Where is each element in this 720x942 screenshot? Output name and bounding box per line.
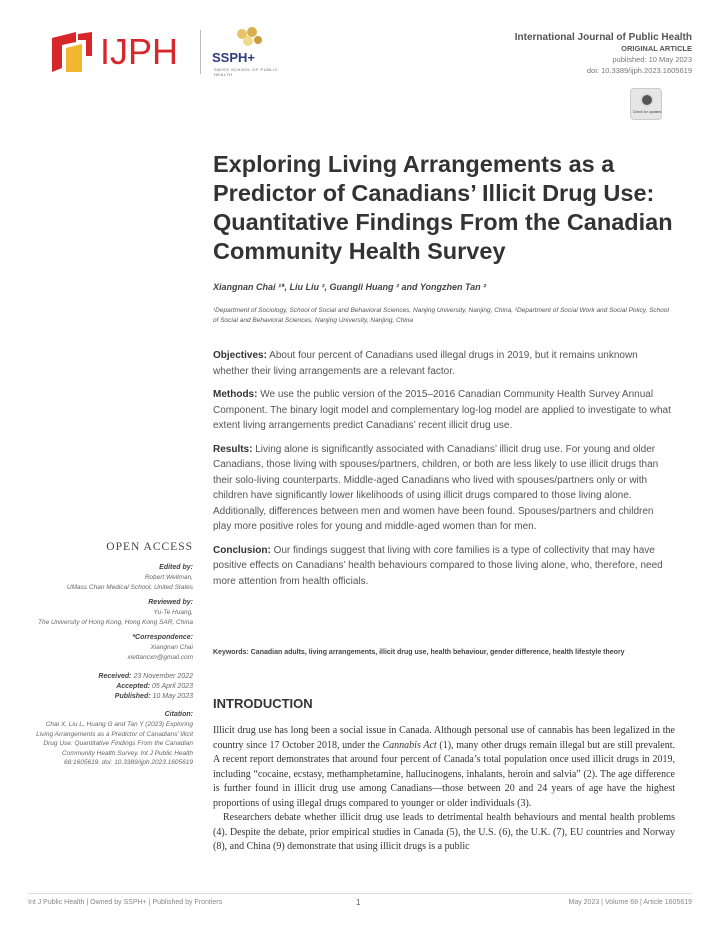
reviewer-name: Yu-Te Huang, bbox=[153, 609, 193, 616]
methods-text: We use the public version of the 2015–2016 Canadian Community Health Survey Annual Component. The binary logit model and complementary log-log model are applied to investigate to what extent living arrangements predict Canadians’ recent illicit drug use. bbox=[213, 389, 671, 431]
affiliations: ¹Department of Sociology, School of Social and Behavioral Sciences, Nanjing University, Nanjing, China, ²Department of Social Work and Social Policy, School of Social and Behavioral Sciences, Nanjing University, Nanjing, China bbox=[213, 307, 669, 324]
footer-article-info: May 2023 | Volume 68 | Article 1605619 bbox=[568, 899, 692, 906]
ijph-logo bbox=[52, 28, 192, 74]
reviewed-by bbox=[33, 598, 193, 627]
journal-info bbox=[515, 32, 692, 76]
published-date: published: 10 May 2023 bbox=[612, 55, 692, 64]
logo-divider bbox=[200, 30, 201, 74]
ssph-logo-text: SSPH+ bbox=[212, 50, 255, 65]
edited-by-label: Edited by: bbox=[159, 564, 193, 571]
introduction-body bbox=[213, 724, 675, 855]
correspondence-name: Xiangnan Chai bbox=[150, 644, 193, 651]
edited-by bbox=[33, 563, 193, 592]
objectives-text: About four percent of Canadians used illegal drugs in 2019, but it remains unknown whether their living arrangements are a relevant factor. bbox=[213, 350, 638, 377]
conclusion-label: Conclusion: bbox=[213, 544, 271, 556]
journal-name: International Journal of Public Health bbox=[514, 32, 692, 43]
abstract-results bbox=[213, 442, 673, 535]
intro-paragraph-2: Researchers debate whether illicit drug use leads to detrimental health behaviours and mental health problems (4). Despite the debate, prior empirical studies in Canada (5), the U.S. (6), the U.K. (7), EU countries and Norway (8), and China (9) demonstrate that using illicit drugs is a public bbox=[213, 812, 675, 852]
editor-affiliation: UMass Chan Medical School, United States bbox=[66, 583, 193, 591]
ssph-logo-subtext: SWISS SCHOOL OF PUBLIC HEALTH bbox=[214, 67, 278, 77]
intro-p1-a: Illicit drug use has long been a social issue in Canada. Although personal use of cannabis has been legalized in the country since 17 October 2018, under the bbox=[213, 725, 675, 751]
correspondence-label: *Correspondence: bbox=[132, 634, 193, 641]
article-sidebar bbox=[33, 541, 193, 774]
check-updates-label: Check for updates bbox=[632, 110, 662, 114]
accepted-value: 05 April 2023 bbox=[152, 683, 193, 690]
correspondence-email[interactable]: xiettancxn@gmail.com bbox=[127, 653, 193, 661]
intro-p1-italic: Cannabis Act bbox=[382, 739, 437, 751]
received-date bbox=[33, 672, 193, 682]
ijph-logo-mark-icon bbox=[52, 32, 92, 72]
article-dates bbox=[33, 672, 193, 702]
methods-label: Methods: bbox=[213, 389, 258, 400]
citation-label: Citation: bbox=[164, 711, 193, 718]
accepted-date bbox=[33, 682, 193, 692]
published-date-sidebar bbox=[33, 692, 193, 702]
abstract bbox=[213, 348, 673, 597]
correspondence bbox=[33, 633, 193, 662]
check-updates-icon bbox=[640, 93, 654, 107]
citation bbox=[33, 710, 193, 768]
article-title: Exploring Living Arrangements as a Predictor of Canadians’ Illicit Drug Use: Quantitative Findings From the Canadian Community Health Survey bbox=[213, 151, 673, 264]
keywords bbox=[213, 648, 673, 659]
keywords-label: Keywords: bbox=[213, 649, 249, 656]
footer-journal-info: Int J Public Health | Owned by SSPH+ | Published by Frontiers bbox=[28, 899, 223, 906]
published-label: Published: bbox=[114, 693, 151, 700]
conclusion-text: Our findings suggest that living with core families is a type of collectivity that may have positive effects on Canadians’ health behaviours compared to those living alone, who, therefore, need more attention from health officials. bbox=[213, 544, 663, 587]
citation-text: Chai X, Liu L, Huang G and Tan Y (2023) Exploring Living Arrangements as a Predictor of Canadians’ Illicit Drug Use: Quantitative Findings From the Canadian Community Health Survey. Int J Public Health 68:1605619. doi: 10.3389/ijph.2023.1605619 bbox=[36, 721, 193, 766]
reviewer-affiliation: The University of Hong Kong, Hong Kong SAR, China bbox=[37, 618, 193, 626]
received-label: Received: bbox=[98, 673, 132, 680]
intro-p1-b: (1), many other drugs remain illegal but are still prevalent. A recent report demonstrates that around four percent of Canada’s total population once used illicit drugs in 2019, including “cocaine, ecstasy, methamphetamine, hallucinogens, inhalants, heroin and salvia” (2). The age difference is further found in illicit drug use among Canadians—those between 20 and 24 years of age have the highest proportions of using illegal drugs compared to younger or older individuals (3). bbox=[213, 739, 676, 809]
footer-divider bbox=[28, 893, 692, 894]
accepted-label: Accepted: bbox=[116, 683, 151, 690]
intro-paragraph-1 bbox=[213, 724, 675, 811]
doi[interactable]: doi: 10.3389/ijph.2023.1605619 bbox=[586, 66, 692, 75]
page-number: 1 bbox=[356, 898, 361, 907]
editor-name: Robert Wellman, bbox=[144, 574, 193, 581]
ssph-logo bbox=[212, 26, 282, 76]
received-value: 23 November 2022 bbox=[133, 673, 193, 680]
reviewed-by-label: Reviewed by: bbox=[148, 599, 193, 606]
introduction-heading: INTRODUCTION bbox=[213, 696, 313, 711]
abstract-conclusion bbox=[213, 543, 673, 590]
abstract-objectives bbox=[213, 348, 673, 379]
results-text: Living alone is significantly associated with Canadians’ illicit drug use. For young and older Canadians, those living with spouses/partners, children, or both are less likely to use illicit drugs than their solo-living counterparts. Middle-aged Canadians who lived with spouses/partners only or with children have significantly lower likelihoods of using illicit drugs compared to those living alone. Additionally, differences between men and women have been found. Spouses/partners and children play more positive roles for young and middle-aged women than for men. bbox=[213, 443, 659, 532]
published-value: 10 May 2023 bbox=[152, 693, 193, 700]
objectives-label: Objectives: bbox=[213, 350, 267, 361]
abstract-methods bbox=[213, 387, 673, 434]
article-type: ORIGINAL ARTICLE bbox=[621, 44, 692, 53]
keywords-text: Canadian adults, living arrangements, illicit drug use, health behaviour, gender difference, health lifestyle theory bbox=[250, 649, 625, 656]
ssph-logo-mark-icon bbox=[230, 26, 270, 50]
ijph-logo-text: IJPH bbox=[100, 31, 179, 72]
open-access-label: OPEN ACCESS bbox=[106, 541, 193, 553]
authors: Xiangnan Chai ¹*, Liu Liu ², Guangli Huang ² and Yongzhen Tan ² bbox=[213, 282, 487, 292]
check-for-updates-button[interactable] bbox=[630, 88, 662, 120]
results-label: Results: bbox=[213, 443, 253, 455]
